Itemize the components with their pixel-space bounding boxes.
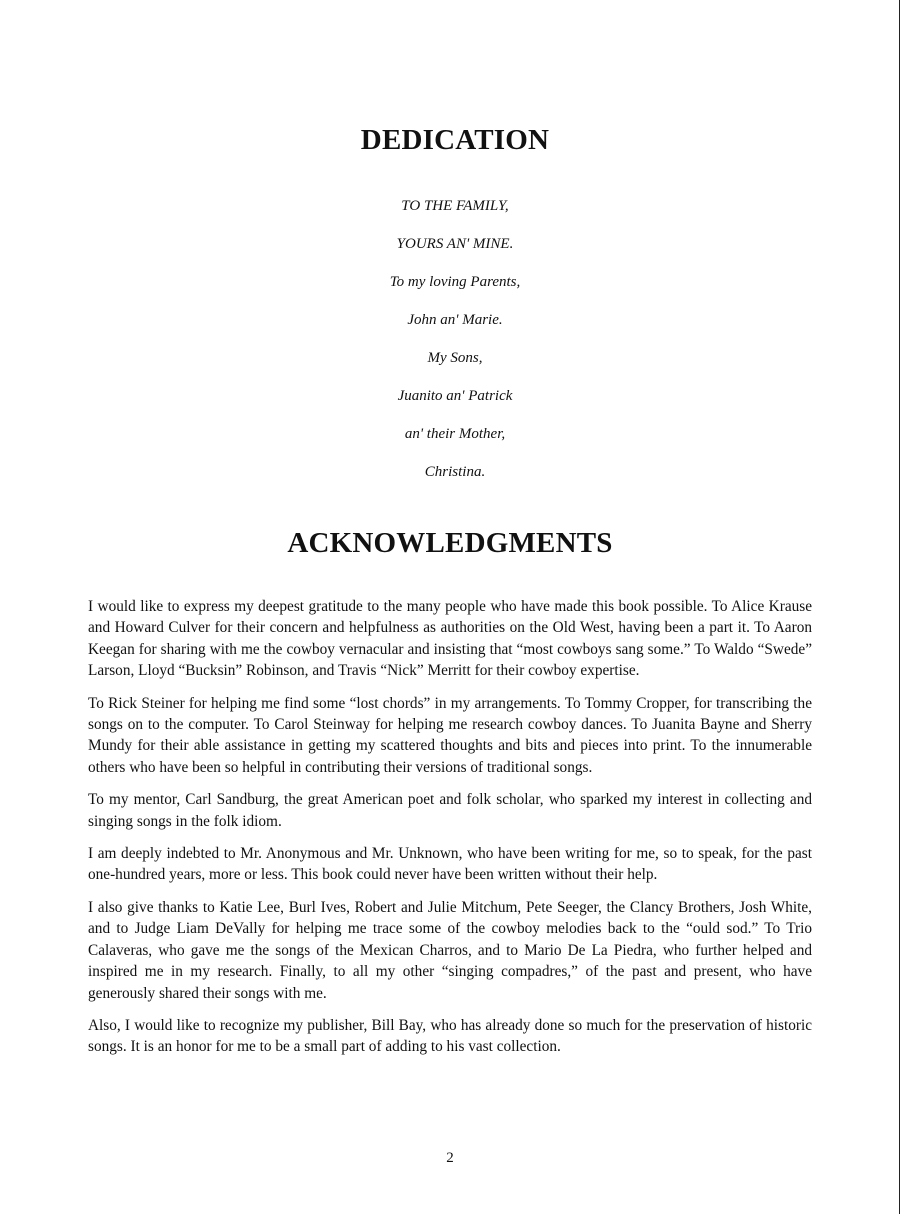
dedication-lines: [0, 194, 900, 498]
acknowledgment-paragraph: I also give thanks to Katie Lee, Burl Ives, Robert and Julie Mitchum, Pete Seeger, the Clancy Brothers, Josh White, and to Judge Liam DeVally for helping me trace some of the cowboy melodies back to the “ould sod.” To Trio Calaveras, who gave me the songs of the Mexican Charros, and to Mario De La Piedra, who further helped and inspired me in my research. Finally, to all my other “singing compadres,” of the past and present, who have generously shared their songs with me.: [88, 898, 812, 1002]
dedication-line: an' their Mother,: [404, 426, 506, 442]
acknowledgment-paragraph: I am deeply indebted to Mr. Anonymous and Mr. Unknown, who have been writing for me, so to speak, for the past one-hundred years, more or less. This book could never have been written without their help.: [88, 845, 812, 884]
dedication-line: TO THE FAMILY,: [401, 198, 509, 214]
acknowledgment-paragraph: Also, I would like to recognize my publisher, Bill Bay, who has already done so much for the preservation of historic songs. It is an honor for me to be a small part of adding to his vast collection.: [88, 1016, 812, 1056]
dedication-heading: DEDICATION: [360, 124, 550, 156]
acknowledgments-body: [88, 596, 812, 1069]
acknowledgments-heading: ACKNOWLEDGMENTS: [287, 527, 613, 559]
dedication-line: Juanito an' Patrick: [397, 388, 513, 404]
dedication-line: YOURS AN' MINE.: [396, 236, 514, 252]
page-number: 2: [446, 1150, 454, 1166]
dedication-line: John an' Marie.: [407, 312, 503, 328]
acknowledgment-paragraph: To Rick Steiner for helping me find some “lost chords” in my arrangements. To Tommy Cropper, for transcribing the songs on to the computer. To Carol Steinway for helping me research cowboy dances. To Juanita Bayne and Sherry Mundy for their able assistance in getting my scattered thoughts and bits and pieces into print. To the innumerable others who have been so helpful in contributing their versions of traditional songs.: [88, 694, 812, 776]
dedication-line: Christina.: [424, 464, 486, 480]
dedication-line: My Sons,: [427, 350, 483, 366]
acknowledgment-paragraph: I would like to express my deepest gratitude to the many people who have made this book possible. To Alice Krause and Howard Culver for their concern and helpfulness as authorities on the Old West, having been a part it. To Aaron Keegan for sharing with me the cowboy vernacular and insisting that “most cowboys sang some.” To Waldo “Swede” Larson, Lloyd “Bucksin” Robinson, and Travis “Nick” Merritt for their cowboy expertise.: [88, 598, 812, 680]
acknowledgment-paragraph: To my mentor, Carl Sandburg, the great American poet and folk scholar, who sparked my interest in collecting and singing songs in the folk idiom.: [88, 791, 812, 830]
dedication-line: To my loving Parents,: [389, 274, 521, 290]
